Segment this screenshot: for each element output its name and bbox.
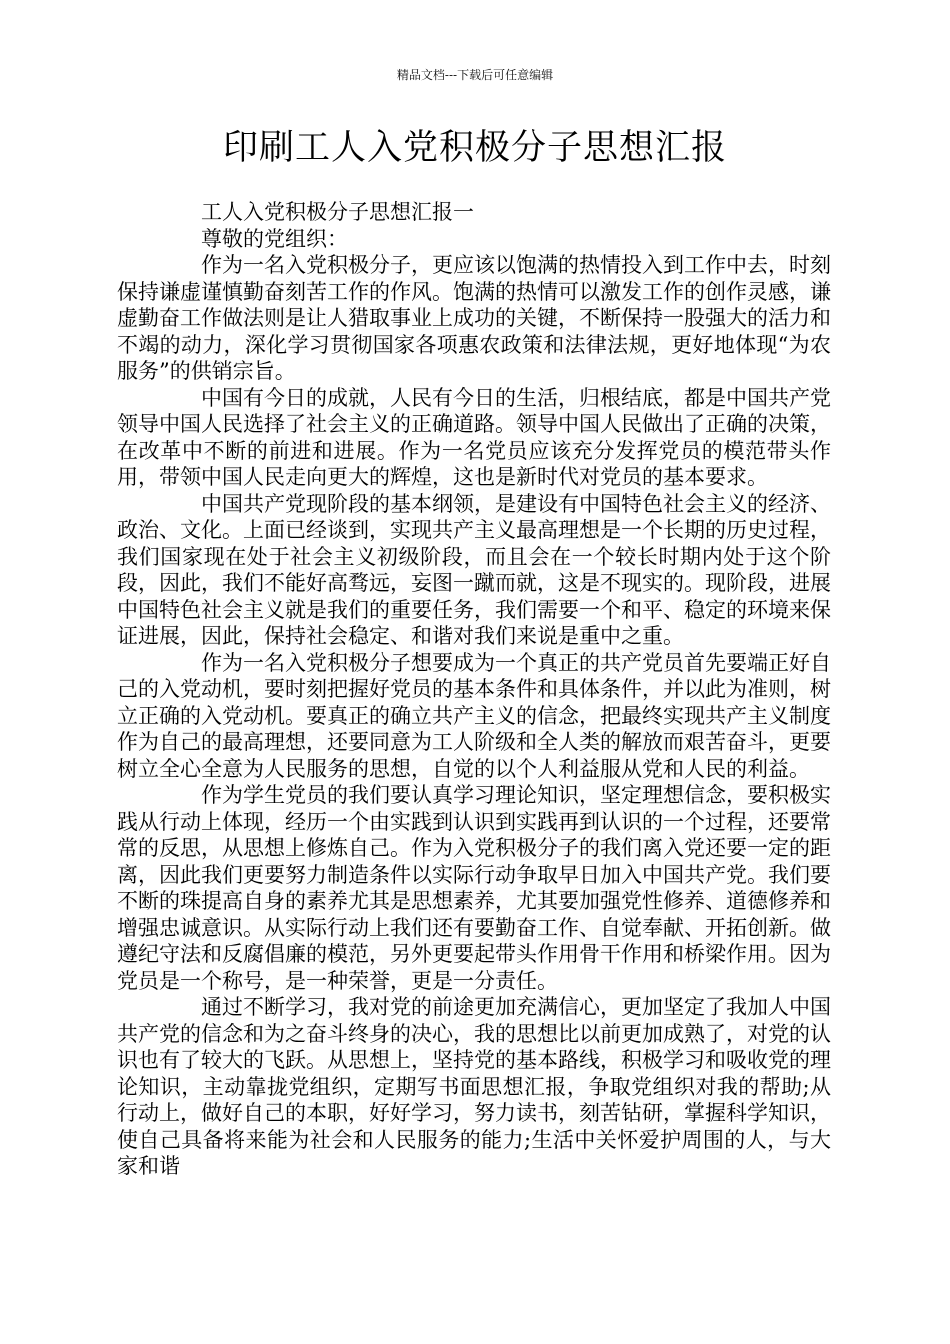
paragraph-6: 通过不断学习，我对党的前途更加充满信心，更加坚定了我加人中国共产党的信念和为之奋斗终身的决心，我的思想比以前更加成熟了，对党的认识也有了较大的飞跃。从思想上，坚持党的基本路线，积极学习和吸收党的理论知识，主动靠拢党组织，定期写书面思想汇报，争取党组织对我的帮助;从行动上，做好自己的本职，好好学习，努力读书，刻苦钻研，掌握科学知识，使自己具备将来能为社会和人民服务的能力;生活中关怀爱护周围的人，与大家和谐 xyxy=(117,995,831,1178)
salutation-line: 尊敬的党组织： xyxy=(201,226,348,251)
header-note: 精品文档---下载后可任意编辑 xyxy=(396,68,554,82)
document-body xyxy=(117,199,831,1180)
paragraph-5: 作为学生党员的我们要认真学习理论知识，坚定理想信念，要积极实践从行动上体现，经历一个由实践到认识到实践再到认识的一个过程，还要常常的反思，从思想上修炼自己。作为入党积极分子的我们离入党还要一定的距离，因此我们更要努力制造条件以实际行动争取早日加入中国共产党。我们要不断的珠提高自身的素养尤其是思想素养，尤其要加强党性修养、道德修养和增强忠诚意识。从实际行动上我们还有要勤奋工作、自觉奉献、开拓创新。做遵纪守法和反腐倡廉的模范，另外更要起带头作用骨干作用和桥梁作用。因为党员是一个称号，是一种荣誉，更是一分责任。 xyxy=(117,783,831,993)
paragraph-1: 作为一名入党积极分子，更应该以饱满的热情投入到工作中去，时刻保持谦虚谨慎勤奋刻苦工作的作风。饱满的热情可以激发工作的创作灵感，谦虚勤奋工作做法则是让人猎取事业上成功的关键，不断保持一股强大的活力和不竭的动力，深化学习贯彻国家各项惠农政策和法律法规，更好地体现“为农服务”的供销宗旨。 xyxy=(117,253,831,383)
paragraph-4: 作为一名入党积极分子想要成为一个真正的共产党员首先要端正好自己的入党动机，要时刻把握好党员的基本条件和具体条件，并以此为准则，树立正确的入党动机。要真正的确立共产主义的信念，把最终实现共产主义制度作为自己的最高理想，还要同意为工人阶级和全人类的解放而艰苦奋斗，更要树立全心全意为人民服务的思想，自觉的以个人利益服从党和人民的利益。 xyxy=(117,650,831,781)
document-title: 印刷工人入党积极分子思想汇报 xyxy=(222,128,727,168)
subtitle-line: 工人入党积极分子思想汇报一 xyxy=(201,200,474,224)
paragraph-2: 中国有今日的成就，人民有今日的生活，归根结底，都是中国共产党领导中国人民选择了社会主义的正确道路。领导中国人民做出了正确的决策，在改革中不断的前进和进展。作为一名党员应该充分发挥党员的模范带头作用，带领中国人民走向更大的辉煌，这也是新时代对党员的基本要求。 xyxy=(117,385,831,489)
paragraph-3: 中国共产党现阶段的基本纲领，是建设有中国特色社会主义的经济、政治、文化。上面已经谈到，实现共产主义最高理想是一个长期的历史过程，我们国家现在处于社会主义初级阶段，而且会在一个较长时期内处于这个阶段，因此，我们不能好高骛远，妄图一蹴而就，这是不现实的。现阶段，进展中国特色社会主义就是我们的重要任务，我们需要一个和平、稳定的环境来保证进展，因此，保持社会稳定、和谐对我们来说是重中之重。 xyxy=(117,491,831,648)
